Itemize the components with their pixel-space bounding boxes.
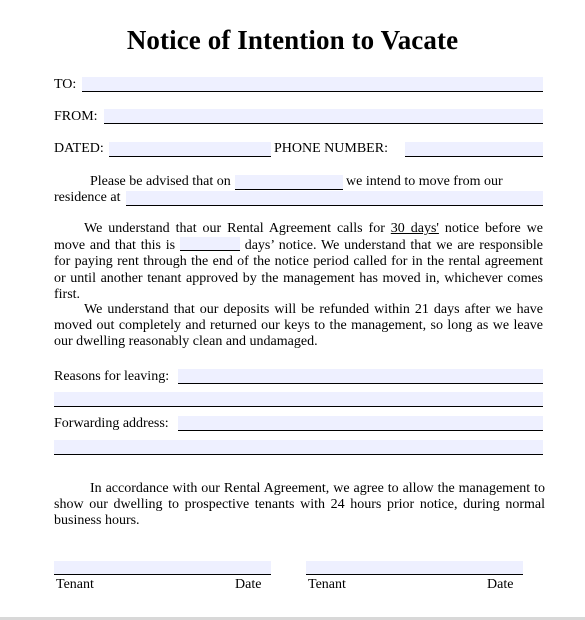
phone-label: PHONE NUMBER: <box>274 141 388 156</box>
dated-label: DATED: <box>54 141 104 156</box>
move-date-text: Please be advised that on <box>90 174 231 189</box>
move-text: we intend to move from our <box>346 174 503 189</box>
tenant-label-1: Tenant <box>56 577 94 592</box>
to-label: TO: <box>54 77 77 92</box>
notice-days-field[interactable] <box>180 237 240 251</box>
deposit-paragraph: We understand that our deposits will be refunded within 21 days after we have moved out completely and returned our keys to the management, so long as we leave our dwelling reasonably clean and undamaged. <box>54 302 543 350</box>
tenant-signature-field-1[interactable] <box>54 561 271 575</box>
forwarding-label: Forwarding address: <box>54 416 169 431</box>
date-label-1: Date <box>235 577 262 592</box>
notice-text-2: notice before we move and that this is <box>54 221 543 254</box>
forwarding-field-1[interactable] <box>178 416 543 431</box>
residence-field[interactable] <box>126 191 543 206</box>
dated-field[interactable] <box>109 142 271 157</box>
from-field[interactable] <box>104 109 543 124</box>
to-field[interactable] <box>82 77 543 92</box>
residence-label: residence at <box>54 190 121 205</box>
forwarding-field-2[interactable] <box>54 440 543 455</box>
tenant-label-2: Tenant <box>308 577 346 592</box>
date-label-2: Date <box>487 577 514 592</box>
phone-field[interactable] <box>405 142 543 157</box>
reasons-label: Reasons for leaving: <box>54 369 170 384</box>
showing-paragraph: In accordance with our Rental Agreement, we agree to allow the management to show our dwelling to prospective tenants with 24 hours prior notice, during normal business hours. <box>54 481 545 529</box>
move-date-field[interactable] <box>235 175 343 190</box>
reasons-field-1[interactable] <box>178 369 543 384</box>
notice-text-1: We understand that our Rental Agreement calls for <box>84 221 391 236</box>
notice-paragraph <box>54 221 543 303</box>
notice-text-3: days’ notice. We understand that we are responsible for paying rent through the end of the notice period called for in the rental agreement or until another tenant approved by the management has moved in, whichever comes first. <box>54 238 543 302</box>
page-title: Notice of Intention to Vacate <box>126 25 459 55</box>
tenant-signature-field-2[interactable] <box>306 561 523 575</box>
reasons-field-2[interactable] <box>54 392 543 407</box>
notice-days: 30 days' <box>390 221 439 236</box>
from-label: FROM: <box>54 109 98 124</box>
